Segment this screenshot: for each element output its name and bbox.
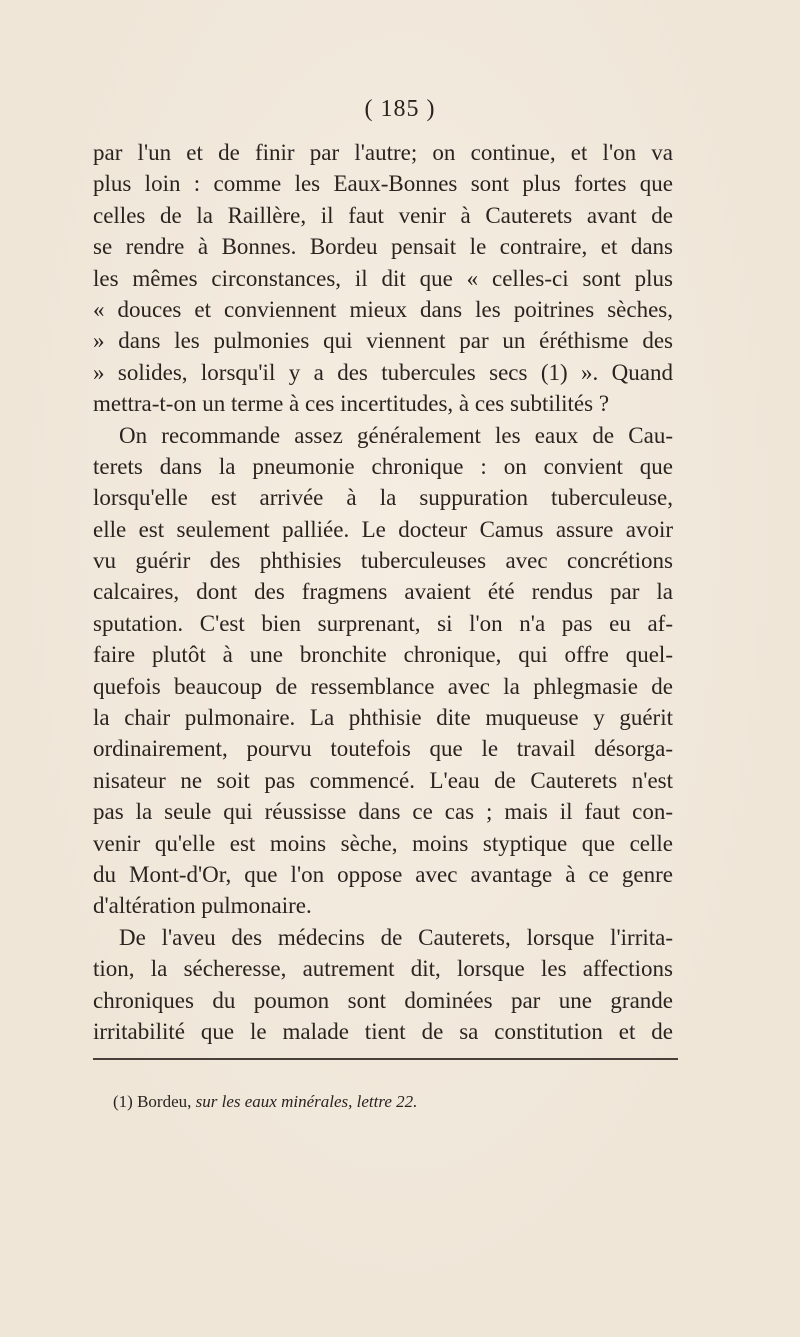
text-line: calcaires, dont des fragmens avaient été rendus par la [93, 579, 673, 605]
text-line: pas la seule qui réussisse dans ce cas ; mais il faut con- [93, 799, 673, 825]
page-number: ( 185 ) [364, 96, 436, 122]
text-line: elle est seulement palliée. Le docteur Camus assure avoir [93, 516, 673, 542]
text-line: les mêmes circonstances, il dit que « celles-ci sont plus [93, 265, 673, 291]
text-line: chroniques du poumon sont dominées par une grande [93, 987, 673, 1013]
footnote-title: sur les eaux minérales, lettre 22. [195, 1092, 418, 1111]
text-line: ordinairement, pourvu toutefois que le travail désorga- [93, 736, 673, 762]
text-line: terets dans la pneumonie chronique : on convient que [93, 453, 673, 479]
text-line: mettra-t-on un terme à ces incertitudes, à ces subtilités ? [93, 391, 610, 417]
text-line: quefois beaucoup de ressemblance avec la phlegmasie de [93, 673, 673, 699]
body-text [93, 137, 673, 1047]
text-line: lorsqu'elle est arrivée à la suppuration tuberculeuse, [93, 485, 673, 511]
text-line: d'altération pulmonaire. [93, 893, 312, 919]
text-line: faire plutôt à une bronchite chronique, qui offre quel- [93, 642, 673, 668]
text-line: la chair pulmonaire. La phthisie dite muqueuse y guérit [93, 705, 673, 731]
text-line: De l'aveu des médecins de Cauterets, lorsque l'irrita- [119, 924, 673, 950]
text-line: vu guérir des phthisies tuberculeuses avec concrétions [93, 548, 673, 574]
text-line: « douces et conviennent mieux dans les poitrines sèches, [93, 296, 673, 322]
text-line: venir qu'elle est moins sèche, moins styptique que celle [93, 830, 673, 856]
footnote-marker: (1) [113, 1092, 133, 1111]
text-line: nisateur ne soit pas commencé. L'eau de Cauterets n'est [93, 767, 673, 793]
footnote [113, 1091, 417, 1113]
text-line: » solides, lorsqu'il y a des tubercules secs (1) ». Quand [93, 359, 673, 385]
text-line: se rendre à Bonnes. Bordeu pensait le contraire, et dans [93, 234, 673, 260]
text-line: celles de la Raillère, il faut venir à Cauterets avant de [93, 202, 673, 228]
text-line: tion, la sécheresse, autrement dit, lorsque les affections [93, 956, 673, 982]
text-line: plus loin : comme les Eaux-Bonnes sont plus fortes que [93, 171, 673, 197]
text-line: » dans les pulmonies qui viennent par un éréthisme des [93, 328, 673, 354]
text-line: On recommande assez généralement les eaux de Cau- [119, 422, 673, 448]
text-line: du Mont-d'Or, que l'on oppose avec avantage à ce genre [93, 861, 673, 887]
text-line: irritabilité que le malade tient de sa constitution et de [93, 1018, 673, 1044]
text-line: par l'un et de finir par l'autre; on continue, et l'on va [93, 140, 673, 165]
footnote-author: Bordeu, [137, 1092, 192, 1111]
footnote-rule [93, 1058, 678, 1060]
text-line: sputation. C'est bien surprenant, si l'on n'a pas eu af- [93, 610, 673, 636]
